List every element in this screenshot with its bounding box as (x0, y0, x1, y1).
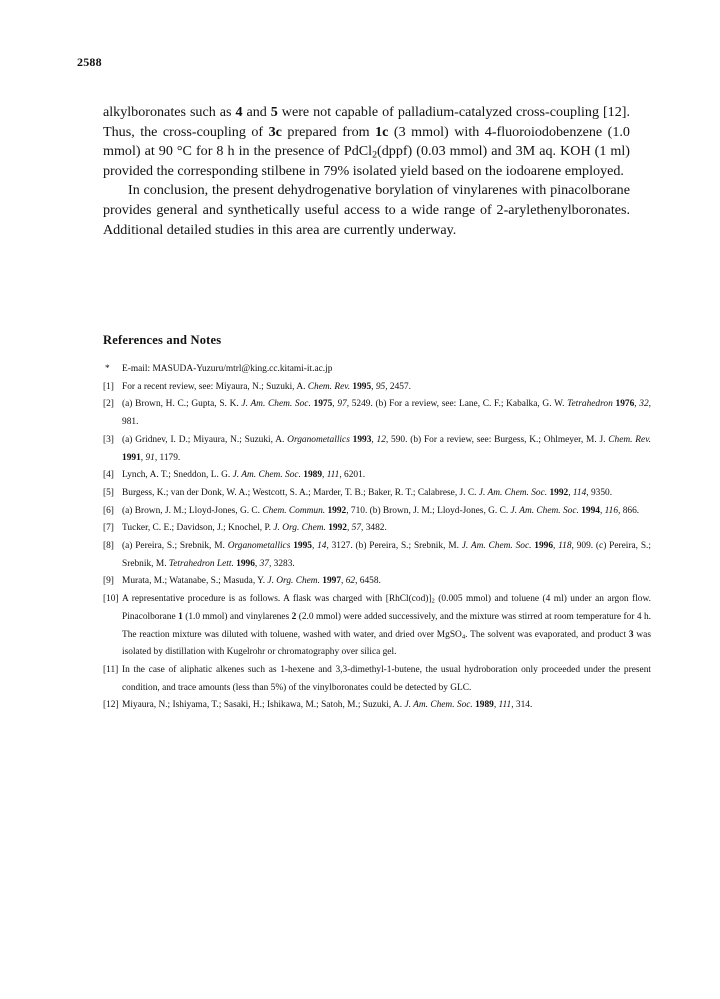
text-run: Chem. Commun. (262, 505, 326, 516)
reference-item-4 (103, 467, 651, 485)
text-run: , 6458. (355, 576, 381, 587)
reference-text (122, 396, 651, 431)
text-run: , (599, 505, 605, 516)
reference-number: [9] (103, 576, 114, 587)
body-paragraph-1 (103, 103, 630, 181)
reference-item-7 (103, 520, 651, 538)
text-run: Tetrahedron (567, 399, 613, 410)
text-run: Chem. Rev. (307, 381, 351, 392)
text-run: , 1179. (154, 452, 181, 463)
text-run: , 866. (618, 505, 640, 516)
text-run: 95 (375, 381, 386, 392)
text-run: and (242, 104, 271, 120)
reference-number: [11] (103, 664, 119, 675)
text-run: 1975 (313, 399, 333, 410)
text-run: 91 (145, 452, 155, 463)
text-run: was isolated by distillation with Kugelrohr or chromatography over silica gel. (122, 629, 651, 658)
text-run: 3c (268, 123, 282, 140)
references-list (103, 361, 651, 715)
text-run: , 710. (b) Brown, J. M.; Lloyd-Jones, G. C. (346, 505, 511, 516)
text-run: Tucker, C. E.; Davidson, J.; Knochel, P. (122, 523, 274, 534)
text-run: 1995 (352, 381, 372, 392)
body-text (103, 103, 630, 240)
text-run: In conclusion, the present dehydrogenative borylation of vinylarenes with pinacolborane provides general and synthetically useful access to a wide range of 2-arylethenylboronates. Additional detailed studies in this area are currently underway. (103, 182, 630, 238)
text-run: 2 (431, 597, 435, 605)
text-run: , 314. (511, 700, 533, 711)
reference-number: [3] (103, 434, 114, 445)
text-run: (dppf) (0.03 mmol) and 3M aq. KOH (1 ml) provided the corresponding stilbene in 79% isolated yield based on the iodoarene employed. (103, 143, 630, 179)
reference-text (122, 662, 651, 697)
reference-number: [10] (103, 594, 119, 605)
text-run: 1996 (236, 558, 255, 569)
reference-number: [5] (103, 487, 114, 498)
references-heading: References and Notes (103, 333, 222, 347)
text-run: (a) Brown, J. M.; Lloyd-Jones, G. C. (122, 505, 263, 516)
text-run: Miyaura, N.; Ishiyama, T.; Sasaki, H.; Ishikawa, M.; Satoh, M.; Suzuki, A. (122, 700, 405, 711)
text-run: 1991 (122, 452, 141, 463)
text-run: 1993 (352, 434, 372, 445)
text-run: 1996 (534, 541, 554, 552)
text-run: 2 (291, 611, 297, 622)
text-run: , 909. (c) Pereira, S.; Srebnik, M. (122, 541, 651, 569)
text-run: Organometallics (287, 434, 350, 445)
text-run: 3 (628, 629, 634, 640)
text-run: , (322, 470, 327, 481)
text-run: 97 (337, 399, 347, 410)
text-run: , (568, 487, 573, 498)
text-run: 1989 (303, 470, 322, 481)
reference-number: [7] (103, 523, 114, 534)
text-run: 12 (376, 434, 386, 445)
reference-text (122, 467, 651, 485)
text-run: J. Org. Chem. (273, 523, 326, 534)
text-run: 4 (461, 633, 466, 641)
text-run: , 3283. (268, 558, 295, 569)
text-run: , (254, 558, 260, 569)
text-run: alkylboronates such as (103, 104, 236, 120)
text-run: , 5249. (b) For a review, see: Lane, C. F.; Kabalka, G. W. (346, 399, 568, 410)
text-run: Lynch, A. T.; Sneddon, L. G. (122, 470, 233, 481)
text-run: 1c (375, 123, 389, 140)
text-run: , (341, 576, 346, 587)
reference-item-9 (103, 573, 651, 591)
body-paragraph-2 (103, 181, 630, 240)
text-run: , 9350. (586, 487, 613, 498)
text-run: 1 (178, 611, 183, 622)
text-run: 1995 (293, 541, 312, 552)
text-run: 1994 (581, 505, 600, 516)
reference-item-2 (103, 396, 651, 431)
reference-text (122, 432, 651, 467)
text-run: , 3127. (b) Pereira, S.; Srebnik, M. (326, 541, 462, 552)
reference-number: [2] (103, 399, 114, 410)
text-run: , 981. (122, 399, 652, 428)
text-run: prepared from (281, 123, 376, 140)
text-run: J. Am. Chem. Soc. (510, 505, 579, 516)
text-run: , (346, 523, 352, 534)
page-number: 2588 (77, 55, 102, 69)
reference-item-8 (103, 538, 651, 573)
reference-number: [1] (103, 381, 114, 392)
reference-item-12 (103, 697, 651, 715)
text-run: 1976 (615, 399, 635, 410)
text-run: E-mail: MASUDA-Yuzuru/mtrl@king.cc.kitami-it.ac.jp (122, 364, 333, 374)
reference-item-5 (103, 485, 651, 503)
text-run: , (140, 452, 146, 463)
text-run: , (371, 381, 376, 392)
reference-text (122, 485, 651, 503)
text-run: For a recent review, see: Miyaura, N.; Suzuki, A. (122, 381, 308, 392)
text-run: J. Am. Chem. Soc. (404, 700, 473, 711)
reference-number: [8] (103, 541, 114, 552)
reference-text (122, 538, 651, 573)
text-run: , (553, 541, 559, 552)
text-run: were not capable of palladium-catalyzed cross-coupling [12]. Thus, the cross-coupling of (103, 104, 630, 140)
text-run: In the case of aliphatic alkenes such as 1-hexene and 3,3-dimethyl-1-butene, the usual hydroboration only proceeded under the present condition, and trace amounts (less than 5%) of the vinylboronates could be detected by GLC. (122, 664, 651, 693)
text-run: 114 (572, 487, 587, 498)
text-run: J. Am. Chem. Soc. (232, 470, 301, 481)
text-run: 1992 (328, 523, 347, 534)
reference-item-3 (103, 432, 651, 467)
text-run: (3 mmol) with 4-fluoroiodobenzene (1.0 mmol) at 90 °C for 8 h in the presence of PdCl (103, 123, 630, 160)
reference-item-email (103, 361, 651, 379)
reference-number: * (105, 364, 110, 374)
text-run: (a) Pereira, S.; Srebnik, M. (122, 541, 228, 552)
text-run: 57 (351, 523, 362, 534)
text-run: J. Am. Chem. Soc. (461, 541, 532, 552)
reference-text (122, 573, 651, 591)
text-run: , 3482. (361, 523, 387, 534)
text-run: Burgess, K.; van der Donk, W. A.; Westcott, S. A.; Marder, T. B.; Baker, R. T.; Calabrese, J. C. (122, 487, 479, 498)
reference-text (122, 520, 651, 538)
text-run: Tetrahedron Lett. (168, 558, 234, 569)
text-run: A representative procedure is as follows. A flask was charged with [RhCl(cod)] (122, 594, 432, 605)
text-run: J. Am. Chem. Soc. (478, 487, 548, 498)
text-run: J. Org. Chem. (267, 576, 320, 587)
reference-item-1 (103, 379, 651, 397)
text-run: (0.005 mmol) and toluene (4 ml) under an argon flow. Pinacolborane (122, 594, 651, 622)
text-run: 1997 (322, 576, 342, 587)
text-run: 62 (345, 576, 356, 587)
text-run: J. Am. Chem. Soc. (241, 399, 311, 410)
text-run: 1992 (549, 487, 569, 498)
text-run: (a) Gridnev, I. D.; Miyaura, N.; Suzuki, A. (122, 434, 288, 445)
reference-text (122, 697, 651, 715)
text-run: 118 (558, 541, 572, 552)
text-run: 116 (604, 505, 619, 516)
text-run: 4 (235, 104, 243, 120)
text-run: Organometallics (227, 541, 291, 552)
text-run: 32 (639, 399, 649, 410)
reference-item-11 (103, 662, 651, 697)
reference-text (122, 361, 651, 379)
reference-number: [4] (103, 470, 114, 481)
reference-text (122, 591, 651, 662)
text-run: . The solvent was evaporated, and product (465, 629, 629, 640)
text-run: 111 (498, 700, 512, 711)
text-run: , (371, 434, 377, 445)
text-run: Chem. Rev. (608, 434, 651, 445)
text-run: , (332, 399, 338, 410)
text-run: 111 (326, 470, 340, 481)
reference-item-6 (103, 503, 651, 521)
text-run: , 2457. (385, 381, 411, 392)
text-run: (2.0 mmol) were added successively, and the mixture was stirred at room temperature for 4 h. The reaction mixture was diluted with toluene, washed with water, and dried over MgSO (122, 611, 651, 640)
reference-text (122, 503, 651, 521)
text-run: (1.0 mmol) and vinylarenes (182, 611, 292, 622)
text-run: 5 (270, 104, 278, 120)
text-run: Murata, M.; Watanabe, S.; Masuda, Y. (122, 576, 268, 587)
text-run: (a) Brown, H. C.; Gupta, S. K. (122, 399, 242, 410)
reference-number: [12] (103, 700, 119, 711)
text-run: , (493, 700, 499, 711)
text-run: , 590. (b) For a review, see: Burgess, K.; Ohlmeyer, M. J. (385, 434, 609, 445)
text-run: 2 (372, 149, 378, 161)
text-run: 1989 (475, 700, 494, 711)
text-run: , (311, 541, 318, 552)
text-run: 1992 (327, 505, 347, 516)
text-run: 37 (259, 558, 269, 569)
reference-text (122, 379, 651, 397)
text-run: , 6201. (339, 470, 366, 481)
text-run: 14 (317, 541, 327, 552)
reference-number: [6] (103, 505, 114, 516)
reference-item-10 (103, 591, 651, 662)
text-run: , (634, 399, 640, 410)
